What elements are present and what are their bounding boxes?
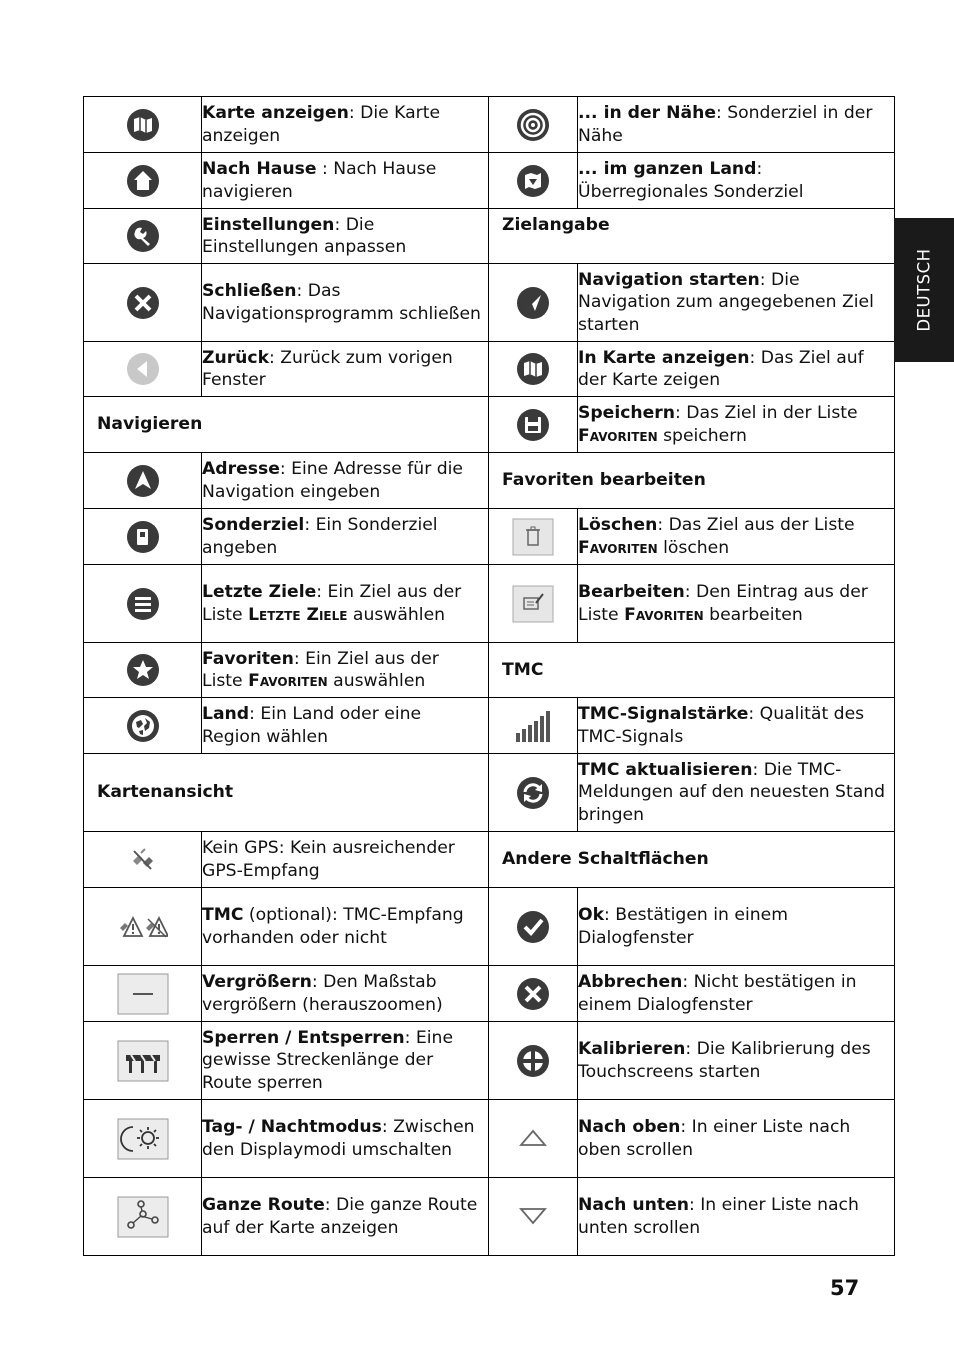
signal-strength-icon <box>514 709 552 743</box>
table-row <box>84 264 895 342</box>
section-header: Favoriten bearbeiten <box>489 453 895 509</box>
description: : Das Navigationsprogramm schließen <box>202 281 481 324</box>
back-icon <box>125 351 161 387</box>
address-icon <box>125 463 161 499</box>
description: auswählen <box>327 671 426 691</box>
description: : Nach Hause navigieren <box>202 159 437 202</box>
term: Schließen <box>202 281 297 301</box>
list-name: Favoriten <box>578 425 658 446</box>
table-row <box>84 754 895 832</box>
globe-icon <box>125 708 161 744</box>
term: TMC-Signalstärke <box>578 704 749 724</box>
description: : Die ganze Route auf der Karte anzeigen <box>202 1195 478 1238</box>
cancel-icon <box>515 976 551 1012</box>
save-icon <box>515 407 551 443</box>
term: Löschen <box>578 515 658 535</box>
table-row <box>84 966 895 1022</box>
term: Ganze Route <box>202 1195 325 1215</box>
table-row <box>84 565 895 643</box>
term: Nach Hause <box>202 159 317 179</box>
term: In Karte anzeigen <box>578 347 750 368</box>
description: : Ein Land oder eine Region wählen <box>202 704 422 747</box>
nearby-target-icon <box>515 107 551 143</box>
description: : Eine gewisse Streckenlänge der Route sperren <box>202 1027 454 1093</box>
term: ... im ganzen Land <box>578 159 757 179</box>
description: bearbeiten <box>703 604 803 625</box>
description: : Das Ziel aus der Liste <box>657 515 855 535</box>
home-icon <box>125 163 161 199</box>
description: : Zwischen den Displaymodi umschalten <box>202 1117 475 1160</box>
description: : In einer Liste nach oben scrollen <box>578 1117 851 1160</box>
table-row <box>84 1178 895 1256</box>
wrench-icon <box>125 218 161 254</box>
term: Adresse <box>202 459 280 479</box>
description: : Bestätigen in einem Dialogfenster <box>578 905 788 948</box>
description: : Den Maßstab vergrößern (herauszoomen) <box>202 972 443 1015</box>
term: Karte anzeigen <box>202 103 349 123</box>
list-name: Favoriten <box>248 671 328 691</box>
description: : Die Einstellungen anpassen <box>202 214 407 257</box>
description: (optional): TMC-Empfang vorhanden oder nicht <box>202 905 464 948</box>
list-name: Favoriten <box>578 537 658 558</box>
table-row <box>84 97 895 153</box>
refresh-icon <box>515 775 551 811</box>
term: Sperren / Entsperren <box>202 1027 405 1048</box>
description: : In einer Liste nach unten scrollen <box>578 1195 859 1238</box>
arrow-down-icon <box>519 1207 547 1225</box>
term: TMC aktualisieren <box>578 759 753 780</box>
table-row <box>84 698 895 754</box>
description: : Das Ziel auf der Karte zeigen <box>578 347 864 390</box>
table-row <box>84 153 895 209</box>
description: : Zurück zum vorigen Fenster <box>202 347 453 390</box>
checkmark-icon <box>515 909 551 945</box>
icon-reference-table <box>83 96 895 1256</box>
term: Nach unten <box>578 1195 689 1215</box>
description: : Den Eintrag aus der Liste <box>578 582 868 625</box>
description: : Nicht bestätigen in einem Dialogfenster <box>578 972 857 1015</box>
term: Favoriten <box>202 648 294 669</box>
route-overview-icon <box>117 1196 169 1238</box>
term: Nach oben <box>578 1117 681 1137</box>
description: : Ein Sonderziel angeben <box>202 515 438 558</box>
description: : Die Karte anzeigen <box>202 103 441 146</box>
term: Letzte Ziele <box>202 582 317 602</box>
description: : Ein Ziel aus der Liste <box>202 648 439 691</box>
description: : Überregionales Sonderziel <box>578 159 804 202</box>
section-header: Zielangabe <box>489 209 895 264</box>
term: Einstellungen <box>202 214 335 235</box>
section-header: Andere Schaltflächen <box>489 832 895 888</box>
section-header: TMC <box>489 643 895 698</box>
term: Tag- / Nachtmodus <box>202 1117 382 1137</box>
term: TMC <box>202 905 244 925</box>
description: : Die Navigation zum angegebenen Ziel starten <box>578 269 874 335</box>
table-row <box>84 209 895 264</box>
table-row <box>84 1022 895 1100</box>
description: : Eine Adresse für die Navigation eingeben <box>202 459 463 502</box>
description: : Die Kalibrierung des Touchscreens starten <box>578 1039 871 1082</box>
tmc-status-icon <box>118 915 168 939</box>
description: auswählen <box>347 604 446 625</box>
description: Kein GPS: Kein ausreichender GPS-Empfang <box>202 838 455 881</box>
term: ... in der Nähe <box>578 103 716 123</box>
roadblock-icon <box>117 1040 169 1082</box>
section-header: Navigieren <box>84 397 489 453</box>
term: Bearbeiten <box>578 582 685 602</box>
page-number: 57 <box>830 1276 860 1300</box>
table-row <box>84 509 895 565</box>
close-icon <box>125 285 161 321</box>
day-night-icon <box>117 1118 169 1160</box>
table-row <box>84 643 895 698</box>
trash-icon <box>512 518 554 556</box>
term: Kalibrieren <box>578 1039 686 1059</box>
table-row <box>84 832 895 888</box>
arrow-up-icon <box>519 1129 547 1147</box>
term: Vergrößern <box>202 972 312 992</box>
term: Abbrechen <box>578 972 683 992</box>
description: : Das Ziel in der Liste <box>675 403 858 423</box>
term: Zurück <box>202 347 270 368</box>
table-row <box>84 888 895 966</box>
start-navigation-icon <box>515 285 551 321</box>
description: : Qualität des TMC-Signals <box>578 704 865 747</box>
edit-icon <box>512 585 554 623</box>
term: Navigation starten <box>578 269 760 290</box>
poi-icon <box>125 519 161 555</box>
language-tab <box>894 218 954 362</box>
show-on-map-icon <box>515 351 551 387</box>
calibrate-icon <box>515 1043 551 1079</box>
list-name: Favoriten <box>624 604 704 625</box>
list-icon <box>125 586 161 622</box>
description: speichern <box>657 425 747 446</box>
description: löschen <box>657 537 730 558</box>
term: Sonderziel <box>202 515 305 535</box>
term: Ok <box>578 905 605 925</box>
description: : Ein Ziel aus der Liste <box>202 582 462 625</box>
language-label: DEUTSCH <box>914 248 934 332</box>
star-icon <box>125 652 161 688</box>
list-name: Letzte Ziele <box>248 604 348 625</box>
term: Speichern <box>578 403 676 423</box>
nationwide-poi-icon <box>515 163 551 199</box>
no-gps-icon <box>129 847 157 873</box>
table-row <box>84 1100 895 1178</box>
description: : Die TMC-Meldungen auf den neuesten Stand bringen <box>578 759 886 825</box>
table-row <box>84 453 895 509</box>
table-row <box>84 397 895 453</box>
section-header: Kartenansicht <box>84 754 489 832</box>
map-icon <box>125 107 161 143</box>
term: Land <box>202 704 250 724</box>
description: : Sonderziel in der Nähe <box>578 103 873 146</box>
zoom-out-icon <box>117 973 169 1015</box>
table-row <box>84 342 895 397</box>
